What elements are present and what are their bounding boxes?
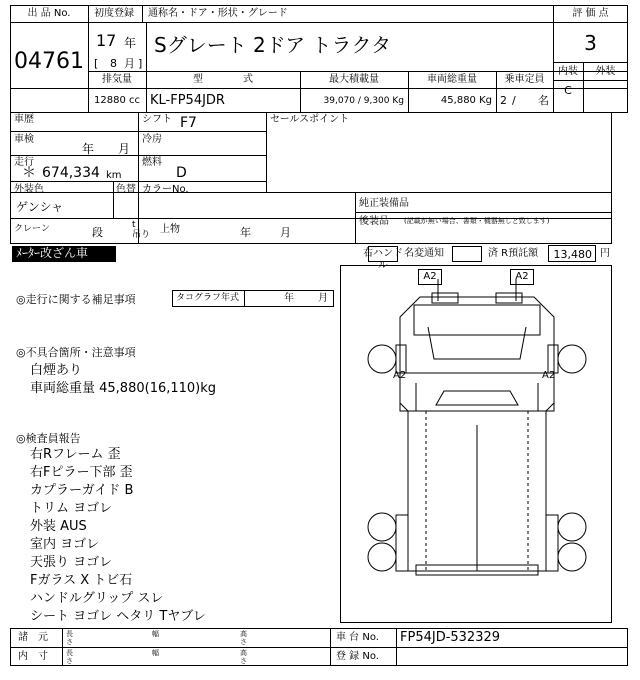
inspection-year: 年 (82, 142, 95, 156)
max-load-value: 39,070 / 9,300 Kg (323, 96, 404, 106)
driving-notes-heading: ◎走行に関する補足事項 (16, 293, 136, 306)
capacity-unit: 名 (538, 94, 549, 107)
mileage-value: 674,334 (42, 165, 100, 181)
tachograph-label: タコグラフ年式 (176, 293, 240, 303)
type-label: 型 式 (193, 74, 253, 85)
model-name-label: 通称名・ドア・形状・グレード (148, 8, 288, 19)
damage-marker: A2 (510, 269, 534, 285)
grade-score-label: 評 価 点 (572, 8, 609, 19)
truck-diagram (340, 265, 612, 623)
defect-item: 車両総重量 45,880(16,110)kg (30, 381, 217, 396)
lot-no-value: 04761 (14, 49, 84, 74)
crane-t: t (132, 220, 136, 230)
upper-label: 上物 (160, 224, 180, 235)
inner-width-label: 幅 (152, 649, 159, 657)
interior-label: 内装 (558, 66, 578, 77)
inner-label: 内 寸 (18, 651, 48, 662)
crane-load: 吊り (132, 230, 151, 240)
genuine-equip-label: 純正装備品 (359, 198, 409, 209)
history-label: 車歴 (14, 114, 34, 125)
exterior-label: 外装 (595, 66, 616, 77)
report-item: 外装 AUS (30, 519, 87, 534)
damage-marker: A2 (542, 370, 556, 381)
mileage-label: 走行 (14, 157, 34, 168)
report-item: ハンドルグリップ スレ (30, 591, 164, 606)
reg-month-unit: 月 (124, 57, 135, 70)
sales-points-label: セールスポイント (270, 114, 350, 125)
inspection-month: 月 (118, 142, 131, 156)
upper-month: 月 (280, 226, 291, 239)
reg-month-value: 8 (110, 57, 117, 70)
length-label: 長さ (66, 630, 73, 646)
color-ext-label: 外装色 (14, 184, 44, 195)
grade-score-value: 3 (584, 31, 597, 55)
displacement-value: 12880 cc (94, 95, 140, 106)
first-reg-label: 初度登録 (94, 8, 134, 19)
reg-no-label: 登 録 No. (336, 651, 379, 662)
tachograph-year: 年 (284, 293, 294, 304)
report-item: 室内 ヨゴレ (30, 537, 100, 552)
reg-year-unit: 年 (124, 36, 137, 50)
capacity-label: 乗車定員 (504, 74, 545, 85)
report-item: 右Rフレーム 歪 (30, 447, 121, 462)
name-change-label: 名変通知 (404, 248, 444, 259)
crane-label: クレーン (14, 224, 50, 234)
color-no-label: カラーNo. (142, 184, 189, 195)
dims-label: 諸 元 (18, 632, 48, 643)
color-value: ゲンシャ (16, 200, 64, 214)
inner-height-label: 高さ (240, 649, 247, 665)
report-item: トリム ヨゴレ (30, 501, 113, 516)
inspection-label: 車検 (14, 134, 34, 145)
width-label: 幅 (152, 630, 159, 638)
lot-no-label: 出 品 No. (27, 8, 71, 19)
color-code-label: 色替 (116, 184, 136, 195)
upper-year: 年 (240, 226, 251, 239)
max-load-label: 最大積載量 (329, 74, 379, 85)
shift-label: シフト (142, 114, 172, 125)
reg-year-value: 17 (96, 31, 117, 50)
tachograph-month: 月 (318, 293, 328, 304)
defect-item: 白煙あり (30, 363, 83, 378)
recycle-label: 済 R預託額 (488, 248, 539, 259)
inspector-report-heading: ◎検査員報告 (16, 432, 81, 445)
report-item: Fガラス X トビ石 (30, 573, 133, 588)
fuel-value: D (176, 165, 187, 181)
chassis-no-value: FP54JD-532329 (400, 630, 501, 645)
model-name-value: Sグレート 2ドア トラクタ (154, 33, 392, 57)
fuel-label: 燃料 (142, 157, 162, 168)
report-item: シート ヨゴレ ヘタリ Tヤブレ (30, 609, 206, 624)
gross-weight-label: 車両総重量 (427, 74, 477, 85)
interior-score-value: C (564, 84, 572, 97)
gross-weight-value: 45,880 Kg (440, 95, 492, 106)
shift-value: F7 (180, 115, 197, 131)
report-item: カプラーガイド B (30, 483, 134, 498)
defects-heading: ◎不具合箇所・注意事項 (16, 346, 136, 359)
report-item: 天張り ヨゴレ (30, 555, 113, 570)
odometer-tampered-badge: ﾒｰﾀｰ改ざん車 (12, 246, 116, 262)
report-item: 右Fピラー下部 歪 (30, 465, 133, 480)
height-label: 高さ (240, 630, 247, 646)
crane-dan: 段 (92, 226, 103, 239)
aftermarket-note: (記載が無い場合、書類・機器無しと致します) (404, 217, 550, 225)
mileage-prefix: ＊ (22, 165, 36, 181)
ac-label: 冷房 (142, 134, 162, 145)
capacity-value: 2 (500, 94, 507, 107)
displacement-label: 排気量 (102, 74, 132, 85)
recycle-fee-unit: 円 (600, 248, 610, 259)
damage-marker: A2 (393, 370, 407, 381)
aftermarket-label: 後装品 (359, 216, 389, 227)
mileage-unit: km (106, 170, 122, 181)
inner-length-label: 長さ (66, 649, 73, 665)
name-change-box (452, 246, 482, 262)
chassis-no-label: 車 台 No. (336, 632, 379, 643)
right-handle-label: 右ハンドル (363, 248, 403, 271)
type-value: KL-FP54JDR (150, 93, 225, 108)
recycle-fee-value: 13,480 (553, 248, 592, 261)
damage-marker: A2 (418, 269, 442, 285)
